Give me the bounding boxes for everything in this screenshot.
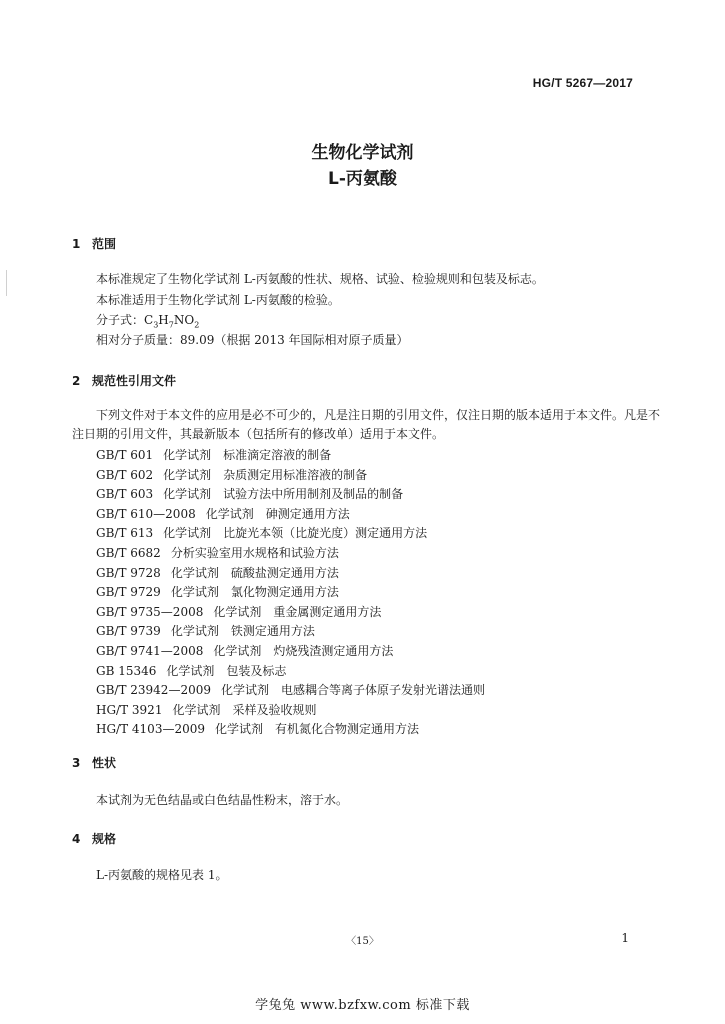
- reference-title: 化学试剂 有机氮化合物测定通用方法: [215, 722, 420, 737]
- formula-c-sub: 3: [153, 320, 159, 330]
- reference-item: [96, 622, 485, 642]
- section-number: 3: [72, 756, 81, 770]
- reference-item: [96, 446, 485, 466]
- reference-item: [96, 662, 485, 682]
- section-title: 性状: [92, 756, 117, 770]
- standard-code: HG/T 5267—2017: [532, 76, 633, 90]
- page-number: 1: [621, 931, 629, 945]
- reference-item: [96, 524, 485, 544]
- specification-text: L-丙氨酸的规格见表 1。: [96, 868, 228, 882]
- reference-title: 化学试剂 氯化物测定通用方法: [170, 585, 339, 600]
- section-number: 2: [72, 374, 81, 388]
- reference-code: HG/T 4103—2009: [96, 722, 205, 737]
- section-number: 1: [72, 237, 81, 251]
- reference-title: 化学试剂 采样及验收规则: [172, 702, 317, 717]
- reference-item: [96, 583, 485, 603]
- reference-title: 分析实验室用水规格和试验方法: [170, 545, 339, 560]
- title-line-2: L-丙氨酸: [328, 169, 397, 189]
- scope-paragraph-1: 本标准规定了生物化学试剂 L-丙氨酸的性状、规格、试验、检验规则和包装及标志。: [96, 272, 544, 286]
- reference-title: 化学试剂 标准滴定溶液的制备: [163, 448, 332, 462]
- reference-code: GB/T 9735—2008: [96, 604, 204, 619]
- reference-title: 化学试剂 重金属测定通用方法: [213, 604, 382, 619]
- section-heading-specification: [72, 830, 116, 847]
- reference-code: GB/T 9728: [96, 565, 161, 580]
- formula-h-sub: 7: [168, 320, 174, 330]
- section-title: 规范性引用文件: [92, 374, 177, 388]
- normative-intro: 下列文件对于本文件的应用是必不可少的，凡是注日期的引用文件，仅注日期的版本适用于本文件。凡是不注日期的引用文件，其最新版本（包括所有的修改单）适用于本文件。: [72, 408, 661, 441]
- formula-c: C: [144, 313, 154, 327]
- scan-artifact: [6, 270, 7, 296]
- reference-title: 化学试剂 灼烧残渣测定通用方法: [213, 643, 394, 658]
- formula-h: H: [158, 313, 169, 327]
- reference-code: GB/T 23942—2009: [96, 683, 211, 698]
- reference-code: GB/T 603: [96, 487, 154, 502]
- section-heading-scope: [72, 235, 116, 252]
- reference-item: [96, 701, 485, 721]
- reference-item: [96, 505, 485, 525]
- reference-item: [96, 544, 485, 564]
- reference-title: 化学试剂 硫酸盐测定通用方法: [170, 565, 339, 580]
- reference-code: GB/T 9739: [96, 624, 161, 639]
- reference-code: GB/T 610—2008: [96, 506, 196, 521]
- formula-label: 分子式：: [96, 313, 145, 327]
- reference-code: GB/T 6682: [96, 545, 161, 560]
- reference-item: [96, 466, 485, 486]
- reference-item: [96, 642, 485, 662]
- title-line-1: 生物化学试剂: [311, 143, 414, 163]
- relative-molecular-mass: 相对分子质量：89.09（根据 2013 年国际相对原子质量）: [96, 333, 409, 347]
- section-title: 范围: [92, 237, 117, 251]
- reference-title: 化学试剂 比旋光本领（比旋光度）测定通用方法: [163, 526, 428, 541]
- reference-item: [96, 720, 485, 740]
- reference-title: 化学试剂 试验方法中所用制剂及制品的制备: [163, 487, 404, 502]
- reference-title: 化学试剂 电感耦合等离子体原子发射光谱法通则: [220, 683, 485, 698]
- reference-code: GB 15346: [96, 663, 157, 678]
- reference-code: GB/T 613: [96, 526, 154, 541]
- reference-item: [96, 603, 485, 623]
- reference-item: [96, 485, 485, 505]
- reference-code: GB/T 602: [96, 467, 154, 482]
- formula-no: NO: [173, 313, 195, 327]
- reference-list: [96, 446, 485, 740]
- reference-item: [96, 564, 485, 584]
- reference-code: GB/T 9729: [96, 585, 161, 600]
- reference-item: [96, 681, 485, 701]
- section-heading-normative-references: [72, 372, 176, 389]
- section-title: 规格: [92, 832, 117, 846]
- reference-title: 化学试剂 杂质测定用标准溶液的制备: [163, 467, 368, 482]
- formula-o-sub: 2: [194, 320, 200, 330]
- properties-text: 本试剂为无色结晶或白色结晶性粉末，溶于水。: [96, 793, 349, 807]
- footer-watermark: 学兔兔 www.bzfxw.com 标准下载: [255, 998, 470, 1013]
- reference-code: HG/T 3921: [96, 702, 163, 717]
- reference-code: GB/T 601: [96, 448, 154, 462]
- document-title: [0, 140, 725, 192]
- section-heading-properties: [72, 754, 116, 771]
- page-number-sequence: 〈15〉: [346, 936, 379, 947]
- scope-paragraph-2: 本标准适用于生物化学试剂 L-丙氨酸的检验。: [96, 293, 340, 307]
- reference-title: 化学试剂 铁测定通用方法: [170, 624, 315, 639]
- section-number: 4: [72, 832, 81, 846]
- reference-title: 化学试剂 包装及标志: [166, 663, 287, 678]
- reference-code: GB/T 9741—2008: [96, 643, 204, 658]
- reference-title: 化学试剂 砷测定通用方法: [205, 506, 350, 521]
